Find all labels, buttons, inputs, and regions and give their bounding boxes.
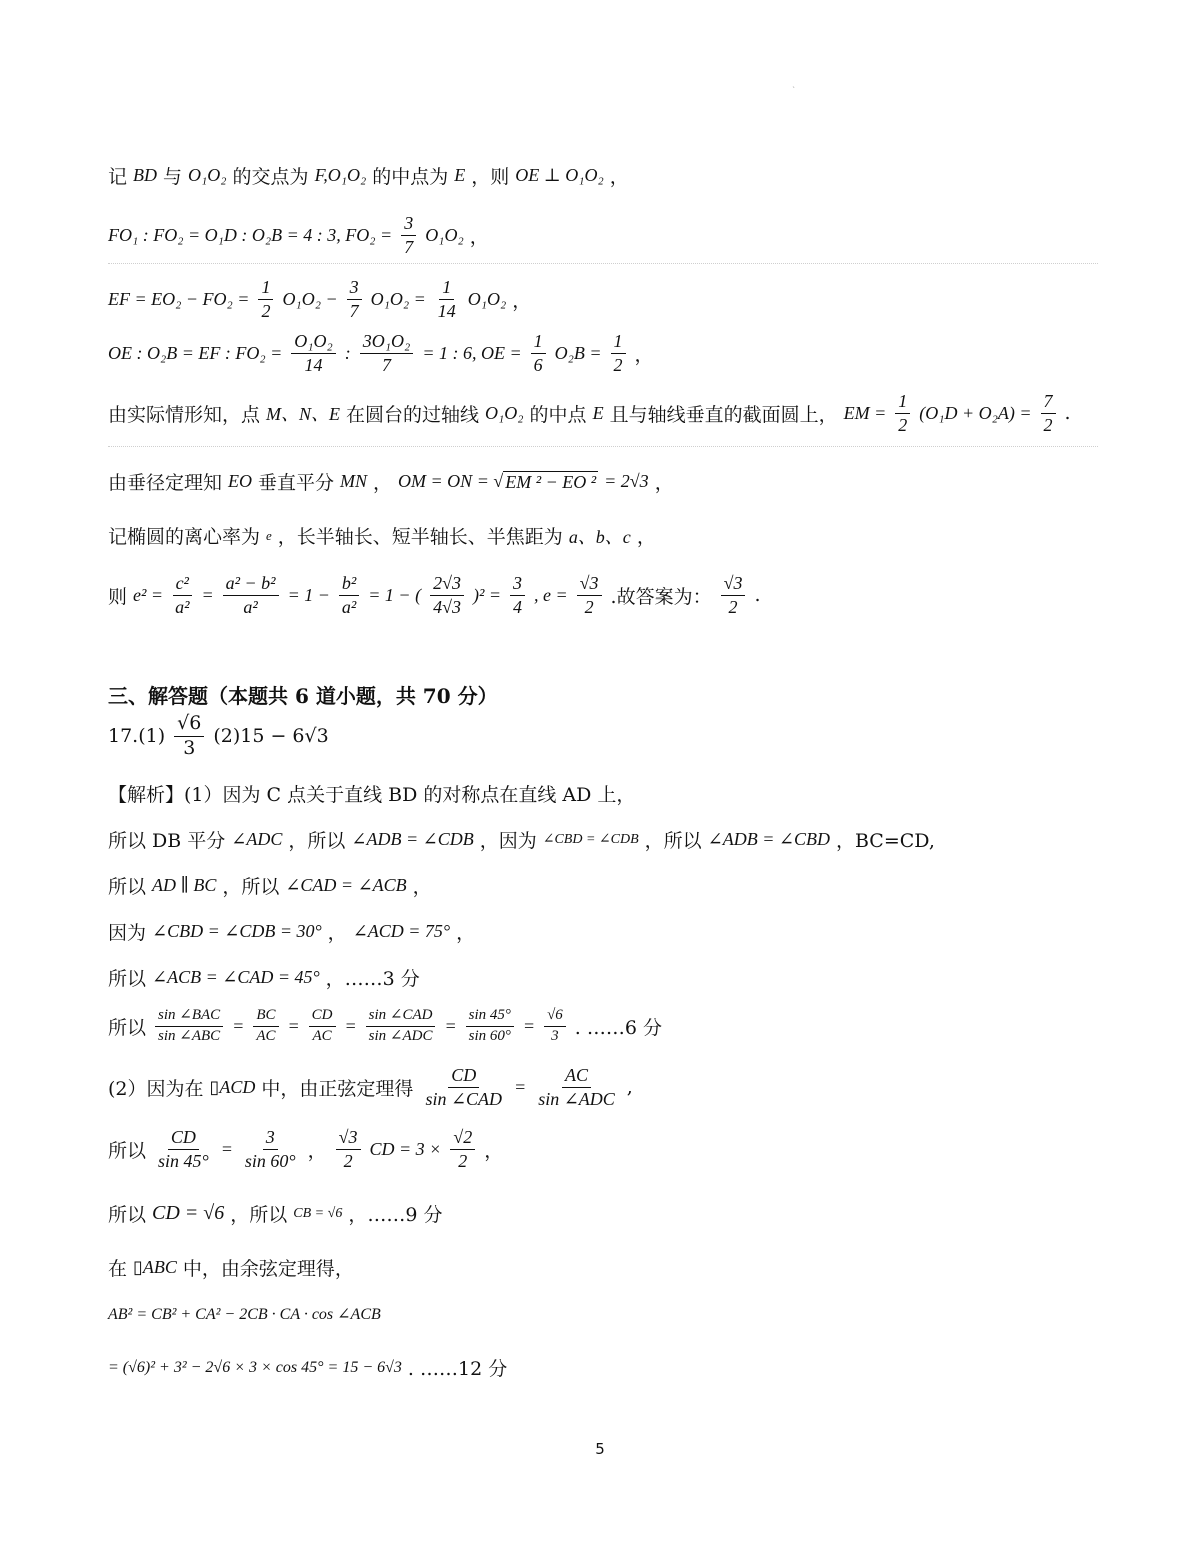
text: (2)15 − 6√3 — [213, 725, 329, 748]
math: = — [444, 1015, 457, 1036]
text: 则 — [108, 585, 128, 608]
text: . ……6 分 — [574, 1016, 663, 1039]
text: ， — [634, 343, 654, 366]
math: FO₁ : FO₂ = O₁D : O₂B = 4 : 3, FO₂ = — [108, 224, 393, 245]
text: 17.(1) — [108, 725, 166, 748]
math: = 1 − — [287, 584, 330, 605]
analysis-line-10 — [108, 1254, 354, 1281]
text: 所以 — [108, 876, 147, 898]
sqrt-body: EM ² − EO ² — [505, 471, 597, 492]
fraction: $\frac{√2}{2}$ — [450, 1128, 475, 1171]
text: ，所以 — [288, 830, 346, 852]
fraction: $\frac{3}{\sin 60^\circ}$ — [244, 1127, 296, 1171]
math: = — [344, 1015, 357, 1036]
analysis-line-11 — [108, 1304, 381, 1324]
solution-line-6 — [108, 468, 674, 495]
page-number: 5 — [595, 1440, 605, 1458]
math: : — [344, 342, 351, 363]
text: 在 — [108, 1258, 128, 1280]
math: ∠ADB = ∠CDB — [351, 829, 474, 849]
text: ，因为 — [479, 830, 537, 852]
math: OE ⊥ O₁O₂ — [515, 165, 604, 185]
math: AD ∥ BC — [152, 875, 217, 895]
text: ，长半轴长、短半轴长、半焦距为 — [277, 526, 563, 548]
text: 由实际情形知，点 — [108, 403, 261, 426]
text: ， — [456, 922, 476, 944]
divider-dotted — [108, 446, 1098, 447]
math: AB² = CB² + CA² − 2CB · CA · cos ∠ACB — [108, 1306, 381, 1323]
math: e² = — [133, 584, 164, 605]
fraction: $\frac{CD}{\text{sin ∠CAD}}$ — [425, 1065, 503, 1109]
text: 在圆台的过轴线 — [346, 403, 480, 426]
fraction: $\frac{3}{7}$ — [401, 214, 416, 257]
solution-line-2 — [108, 214, 489, 257]
math: = — [201, 584, 214, 605]
text: . ……12 分 — [407, 1358, 508, 1380]
fraction: $\frac{√6}{3}$ — [174, 714, 204, 759]
math: O₂B = — [554, 342, 602, 363]
text: 中，由正弦定理得 — [261, 1077, 414, 1100]
math: CD = √6 — [152, 1202, 225, 1224]
analysis-line-2 — [108, 826, 935, 853]
fraction: $\frac{√3}{2}$ — [721, 574, 746, 617]
text: ， — [469, 225, 489, 248]
math: OE : O₂B = EF : FO₂ = — [108, 342, 283, 363]
math: a、b、c — [568, 526, 631, 547]
text: ，……3 分 — [325, 968, 420, 990]
answer-17 — [108, 714, 329, 759]
math: ▯ACD — [209, 1076, 256, 1097]
fraction: $\frac{\sin 45^\circ}{\sin 60^\circ}$ — [466, 1008, 514, 1045]
math: ∠ADC — [231, 829, 283, 849]
fraction: $\frac{\text{sin ∠CAD}}{\text{sin ∠ADC}}$ — [366, 1008, 436, 1045]
fraction: $\frac{3}{7}$ — [347, 278, 362, 321]
solution-line-5 — [108, 392, 1071, 435]
text: 所以 — [108, 1139, 147, 1162]
text: ， — [373, 472, 393, 494]
text: . — [754, 584, 761, 607]
math: ∠CBD = ∠CDB = 30° — [152, 921, 322, 941]
math: E — [454, 165, 466, 185]
math: EF = EO₂ − FO₂ = — [108, 288, 250, 309]
math: F,O₁O₂ — [314, 165, 367, 185]
math: = — [232, 1015, 245, 1036]
text: ，所以 — [230, 1204, 288, 1226]
text: 且与轴线垂直的截面圆上， — [609, 403, 838, 426]
fraction: $\frac{\text{O₁O₂}}{14}$ — [291, 332, 336, 375]
math: EO — [228, 471, 253, 491]
math: O₁O₂ — [188, 165, 227, 185]
text: . — [1064, 402, 1071, 425]
text: ， — [412, 876, 432, 898]
corner-mark: ` — [792, 86, 796, 95]
text: ，所以 — [222, 876, 280, 898]
math: MN — [340, 471, 368, 491]
fraction: $\frac{\text{sin ∠BAC}}{\text{sin ∠ABC}}$ — [155, 1008, 223, 1045]
fraction: $\frac{\text{c²}}{\text{a²}}$ — [172, 574, 192, 617]
math: EM = — [843, 402, 887, 423]
text: 所以 DB 平分 — [108, 830, 226, 852]
math: O₁O₂ = — [370, 288, 426, 309]
solution-line-7 — [108, 522, 656, 549]
math: CD = 3 × — [369, 1138, 442, 1159]
fraction: $\frac{1}{2}$ — [895, 392, 910, 435]
analysis-line-6 — [108, 1008, 662, 1045]
math: E — [592, 402, 604, 423]
text: , — [626, 1076, 633, 1099]
text: ， — [609, 166, 629, 188]
text: 所以 — [108, 1016, 147, 1039]
text: 中，由余弦定理得， — [182, 1258, 354, 1280]
math: BD — [133, 165, 158, 185]
fraction: $\frac{√3}{2}$ — [577, 574, 602, 617]
analysis-line-12 — [108, 1354, 507, 1381]
solution-line-8 — [108, 574, 761, 617]
text: 所以 — [108, 1204, 147, 1226]
fraction: $\frac{7}{2}$ — [1041, 392, 1056, 435]
math: O₁O₂ — [485, 402, 524, 423]
fraction: $\frac{√3}{2}$ — [336, 1128, 361, 1171]
math: ∠ACB = ∠CAD = 45° — [152, 967, 320, 987]
math: , e = — [534, 584, 568, 605]
math: ▯ABC — [133, 1257, 177, 1277]
section-heading: 三、解答题（本题共 6 道小题，共 70 分） — [108, 684, 498, 708]
math: ∠CAD = ∠ACB — [285, 875, 407, 895]
fraction: $\frac{BC}{AC}$ — [253, 1008, 278, 1045]
math: = — [522, 1015, 536, 1036]
math: CB = √6 — [293, 1205, 343, 1221]
text: 由垂径定理知 — [108, 472, 223, 494]
math: = 1 − ( — [368, 584, 422, 605]
solution-line-1 — [108, 162, 629, 189]
fraction: $\frac{1}{14}$ — [437, 277, 456, 321]
math: M、N、E — [266, 404, 341, 425]
fraction: $\frac{\text{b²}}{\text{a²}}$ — [339, 574, 359, 617]
math: = — [287, 1015, 300, 1036]
math: O₁O₂ − — [282, 288, 338, 309]
text: 与 — [163, 166, 183, 188]
math: OM = ON = √ — [398, 471, 504, 491]
fraction: $\frac{\text{a² − b²}}{\text{a²}}$ — [223, 574, 279, 617]
analysis-line-9 — [108, 1200, 442, 1227]
text: ，BC=CD, — [835, 830, 935, 852]
text: 的中点为 — [372, 166, 449, 188]
analysis-line-8 — [108, 1128, 503, 1171]
text: 因为 — [108, 922, 147, 944]
math: ∠CBD = ∠CDB — [542, 832, 639, 847]
text: 记 — [108, 166, 128, 188]
fraction: $\frac{1}{6}$ — [531, 332, 546, 375]
math: O₁O₂ — [425, 224, 464, 245]
math: = — [514, 1076, 527, 1097]
solution-line-4 — [108, 332, 654, 375]
math: = 2√3 — [604, 471, 649, 491]
math: O₁O₂ — [467, 288, 507, 309]
math: = 1 : 6, OE = — [422, 342, 522, 363]
text: ，所以 — [644, 830, 702, 852]
text: ， — [307, 1139, 327, 1162]
text: 垂直平分 — [258, 472, 335, 494]
solution-line-3 — [108, 278, 531, 321]
text: ， — [327, 922, 347, 944]
text: 的交点为 — [232, 166, 309, 188]
text: 记椭圆的离心率为 — [108, 526, 261, 548]
fraction: $\frac{2√3}{4√3}$ — [430, 574, 464, 617]
math: e — [266, 527, 272, 543]
fraction: $\frac{1}{2}$ — [258, 278, 273, 321]
math: = — [220, 1138, 233, 1159]
fraction: $\frac{CD}{AC}$ — [309, 1008, 336, 1045]
fraction: $\frac{1}{2}$ — [611, 332, 626, 375]
text: ，……9 分 — [348, 1204, 443, 1226]
analysis-line-3 — [108, 872, 432, 899]
math: ∠ACD = 75° — [352, 921, 451, 941]
text: 所以 — [108, 968, 147, 990]
analysis-line-7 — [108, 1066, 633, 1109]
text: (2）因为在 — [108, 1077, 204, 1100]
divider-dotted — [108, 263, 1098, 264]
analysis-line-4 — [108, 918, 475, 945]
fraction: $\frac{3}{4}$ — [510, 574, 525, 617]
text: ，则 — [471, 166, 510, 188]
math: )² = — [472, 584, 502, 605]
text: ， — [484, 1139, 504, 1162]
text: .故答案为： — [610, 585, 712, 608]
analysis-line-5 — [108, 964, 420, 991]
text: 的中点 — [529, 403, 587, 426]
math: ∠ADB = ∠CBD — [707, 829, 830, 849]
fraction: $\frac{AC}{\text{sin ∠ADC}}$ — [538, 1065, 615, 1109]
math: = (√6)² + 3² − 2√6 × 3 × cos 45° = 15 − 6√3 — [108, 1358, 402, 1376]
analysis-line-1: 【解析】(1）因为 C 点关于直线 BD 的对称点在直线 AD 上， — [108, 784, 636, 806]
math: (O₁D + O₂A) = — [919, 402, 1032, 423]
text: ， — [512, 289, 532, 312]
text: ， — [654, 472, 674, 494]
text: ， — [636, 526, 656, 548]
fraction: $\frac{CD}{\sin 45^\circ}$ — [158, 1127, 209, 1171]
fraction: $\frac{\text{3O₁O₂}}{7}$ — [360, 332, 414, 375]
fraction: $\frac{√6}{3}$ — [544, 1008, 566, 1045]
